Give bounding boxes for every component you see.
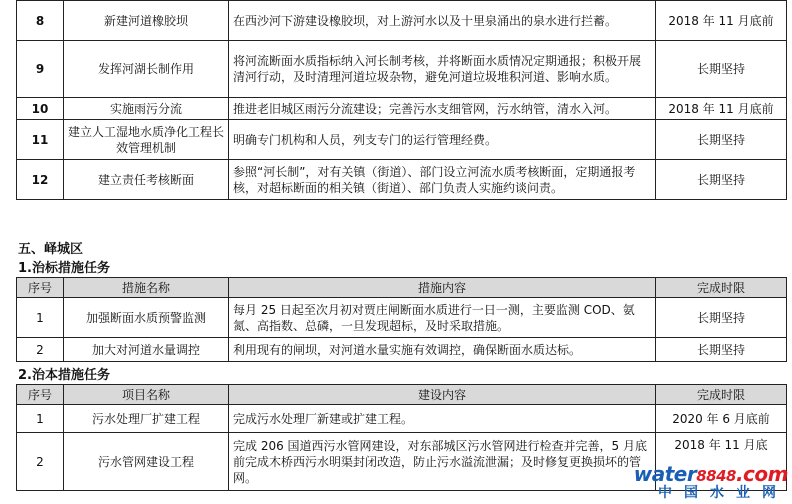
section-heading: 五、峄城区: [18, 242, 84, 257]
deadline: 2018 年 11 月底: [656, 433, 787, 491]
header-content: 建设内容: [229, 385, 656, 405]
project-name: 污水管网建设工程: [64, 433, 229, 491]
measure-name: 发挥河湖长制作用: [64, 41, 229, 98]
table-row: [17, 98, 787, 120]
measure-content: 参照“河长制”，对有关镇（街道）、部门设立河流水质考核断面，定期通报考核，对超标断面的相关镇（街道）、部门负责人实施约谈问责。: [229, 160, 656, 200]
row-number: 9: [17, 41, 64, 98]
deadline: 长期坚持: [656, 41, 787, 98]
deadline: 长期坚持: [656, 160, 787, 200]
measure-content: 每月 25 日起至次月初对贾庄闸断面水质进行一日一测，主要监测 COD、氨氮、高指数、总磷，一旦发现超标，及时采取措施。: [229, 298, 656, 338]
table-row: [17, 405, 787, 433]
row-number: 1: [17, 405, 64, 433]
measure-content: 利用现有的闸坝，对河道水量实施有效调控，确保断面水质达标。: [229, 338, 656, 362]
header-content: 措施内容: [229, 278, 656, 298]
measure-name: 实施雨污分流: [64, 98, 229, 120]
project-content: 完成 206 国道西污水管网建设，对东部城区污水管网进行检查并完善，5 月底前完成木桥西污水明渠封闭改造，防止污水溢流泄漏；及时修复更换损坏的管网。: [229, 433, 656, 491]
deadline: 2020 年 6 月底前: [656, 405, 787, 433]
symptomatic-measures-table: [16, 277, 787, 362]
deadline: 2018 年 11 月底前: [656, 1, 787, 41]
table-row: [17, 298, 787, 338]
header-deadline: 完成时限: [656, 278, 787, 298]
row-number: 12: [17, 160, 64, 200]
measure-content: 推进老旧城区雨污分流建设；完善污水支细管网，污水纳管，清水入河。: [229, 98, 656, 120]
measure-name: 建立责任考核断面: [64, 160, 229, 200]
measure-name: 加大对河道水量调控: [64, 338, 229, 362]
measure-content: 明确专门机构和人员，列支专门的运行管理经费。: [229, 120, 656, 160]
header-deadline: 完成时限: [656, 385, 787, 405]
watermark-logo-text: water: [633, 462, 697, 486]
subsection-heading: 1.治标措施任务: [18, 261, 110, 276]
row-number: 10: [17, 98, 64, 120]
measure-name: 新建河道橡胶坝: [64, 1, 229, 41]
measure-name: 建立人工湿地水质净化工程长效管理机制: [64, 120, 229, 160]
table-row: [17, 120, 787, 160]
deadline: 长期坚持: [656, 120, 787, 160]
measure-content: 将河流断面水质指标纳入河长制考核，并将断面水质情况定期通报；积极开展清河行动，及时清理河道垃圾杂物，避免河道垃圾堆积河道、影响水质。: [229, 41, 656, 98]
table-row: [17, 160, 787, 200]
measure-content: 在西沙河下游建设橡胶坝，对上游河水以及十里泉涌出的泉水进行拦蓄。: [229, 1, 656, 41]
row-number: 2: [17, 338, 64, 362]
row-number: 1: [17, 298, 64, 338]
deadline: 长期坚持: [656, 298, 787, 338]
header-name: 措施名称: [64, 278, 229, 298]
deadline: 长期坚持: [656, 338, 787, 362]
project-content: 完成污水处理厂新建或扩建工程。: [229, 405, 656, 433]
header-no: 序号: [17, 278, 64, 298]
table-header-row: [17, 385, 787, 405]
watermark-suffix: .com: [735, 462, 788, 486]
table-row: [17, 1, 787, 41]
measure-name: 加强断面水质预警监测: [64, 298, 229, 338]
deadline: 2018 年 11 月底前: [656, 98, 787, 120]
watermark-number: 8848: [696, 467, 736, 485]
table-header-row: [17, 278, 787, 298]
header-name: 项目名称: [64, 385, 229, 405]
watermark-logo: [634, 462, 788, 502]
row-number: 11: [17, 120, 64, 160]
row-number: 8: [17, 1, 64, 41]
subsection-heading: 2.治本措施任务: [18, 368, 110, 383]
measures-table-continued: [16, 0, 787, 200]
row-number: 2: [17, 433, 64, 491]
table-row: [17, 338, 787, 362]
project-name: 污水处理厂扩建工程: [64, 405, 229, 433]
watermark-cn-text: 中国水业网: [658, 485, 788, 501]
table-row: [17, 41, 787, 98]
header-no: 序号: [17, 385, 64, 405]
